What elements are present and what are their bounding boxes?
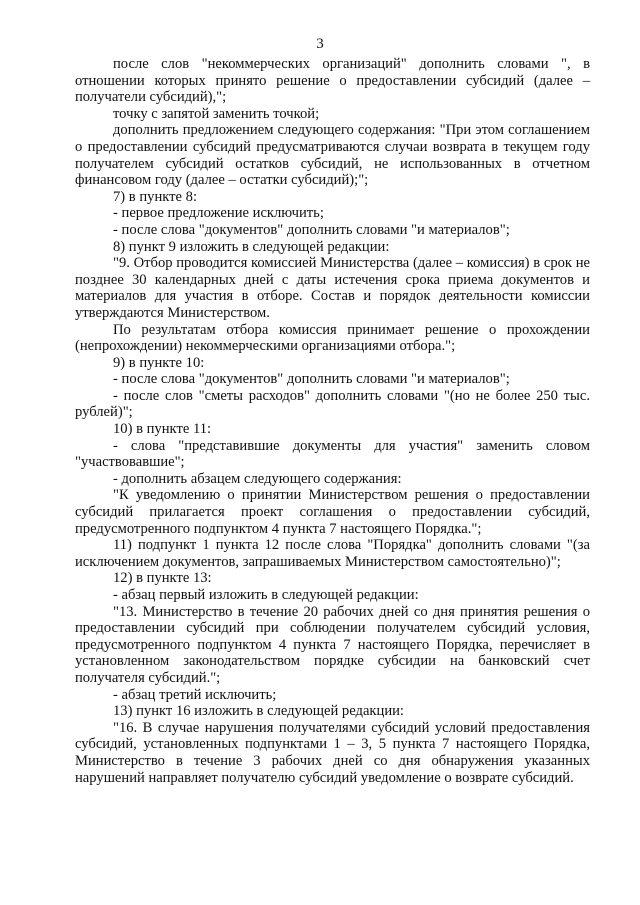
paragraph: - после слова "документов" дополнить словами "и материалов"; xyxy=(113,371,510,388)
paragraph: - абзац третий исключить; xyxy=(113,686,277,703)
paragraph: 7) в пункте 8: xyxy=(113,188,198,205)
paragraph: 12) в пункте 13: xyxy=(113,570,212,587)
paragraph: 11) подпункт 1 пункта 12 после слова "Порядка" дополнить словами "(за исключением документов, запрашиваемых Министерством самостоятельно)"; xyxy=(75,537,590,570)
document-body xyxy=(75,56,590,786)
paragraph: "16. В случае нарушения получателями субсидий условий предоставления субсидий, установленных подпунктами 1 – 3, 5 пункта 7 настоящего Порядка, Министерство в течение 3 рабочих дней со дня обнаружения указанных нарушений направляет получателю субсидий уведомление о возврате субсидий. xyxy=(75,719,590,786)
paragraph: - первое предложение исключить; xyxy=(113,205,324,222)
paragraph: - слова "представившие документы для участия" заменить словом "участвовавшие"; xyxy=(75,437,590,471)
paragraph: точку с запятой заменить точкой; xyxy=(113,105,320,122)
paragraph: 10) в пункте 11: xyxy=(113,421,212,438)
paragraph: 13) пункт 16 изложить в следующей редакции: xyxy=(113,703,404,720)
paragraph: "9. Отбор проводится комиссией Министерства (далее – комиссия) в срок не позднее 30 календарных дней с даты истечения срока приема документов и материалов для участия в отборе. Состав и порядок деятельности комиссии утверждаются Министерством. xyxy=(75,255,590,321)
paragraph: - после слова "документов" дополнить словами "и материалов"; xyxy=(113,221,510,238)
paragraph: "13. Министерство в течение 20 рабочих дней со дня принятия решения о предоставлении субсидий при соблюдении получателем субсидий условия, предусмотренного подпунктом 4 пункта 7 настоящего Порядка, перечисляет в установленном законодательством порядке субсидии на банковский счет получателя субсидий."; xyxy=(75,603,590,686)
page-number: 3 xyxy=(316,36,324,52)
paragraph: 9) в пункте 10: xyxy=(113,354,205,371)
paragraph: - дополнить абзацем следующего содержания: xyxy=(113,470,402,487)
paragraph: дополнить предложением следующего содержания: "При этом соглашением о предоставлении субсидий предусматриваются случаи возврата в текущем году получателем субсидий остатков субсидий, не использованных в отчетном финансовом году (далее – остатки субсидий);"; xyxy=(75,122,590,189)
paragraph: - после слов "сметы расходов" дополнить словами "(но не более 250 тыс. рублей)"; xyxy=(75,387,590,421)
paragraph: 8) пункт 9 изложить в следующей редакции: xyxy=(113,238,390,255)
paragraph: после слов "некоммерческих организаций" дополнить словами ", в отношении которых принято решение о предоставлении субсидий (далее – получатели субсидий),"; xyxy=(75,56,590,106)
paragraph: "К уведомлению о принятии Министерством решения о предоставлении субсидий прилагается проект соглашения о предоставлении субсидий, предусмотренного подпунктом 4 пункта 7 настоящего Порядка."; xyxy=(75,487,590,537)
paragraph: По результатам отбора комиссия принимает решение о прохождении (непрохождении) некоммерческими организациями отбора."; xyxy=(75,321,590,355)
paragraph: - абзац первый изложить в следующей редакции: xyxy=(113,587,419,603)
